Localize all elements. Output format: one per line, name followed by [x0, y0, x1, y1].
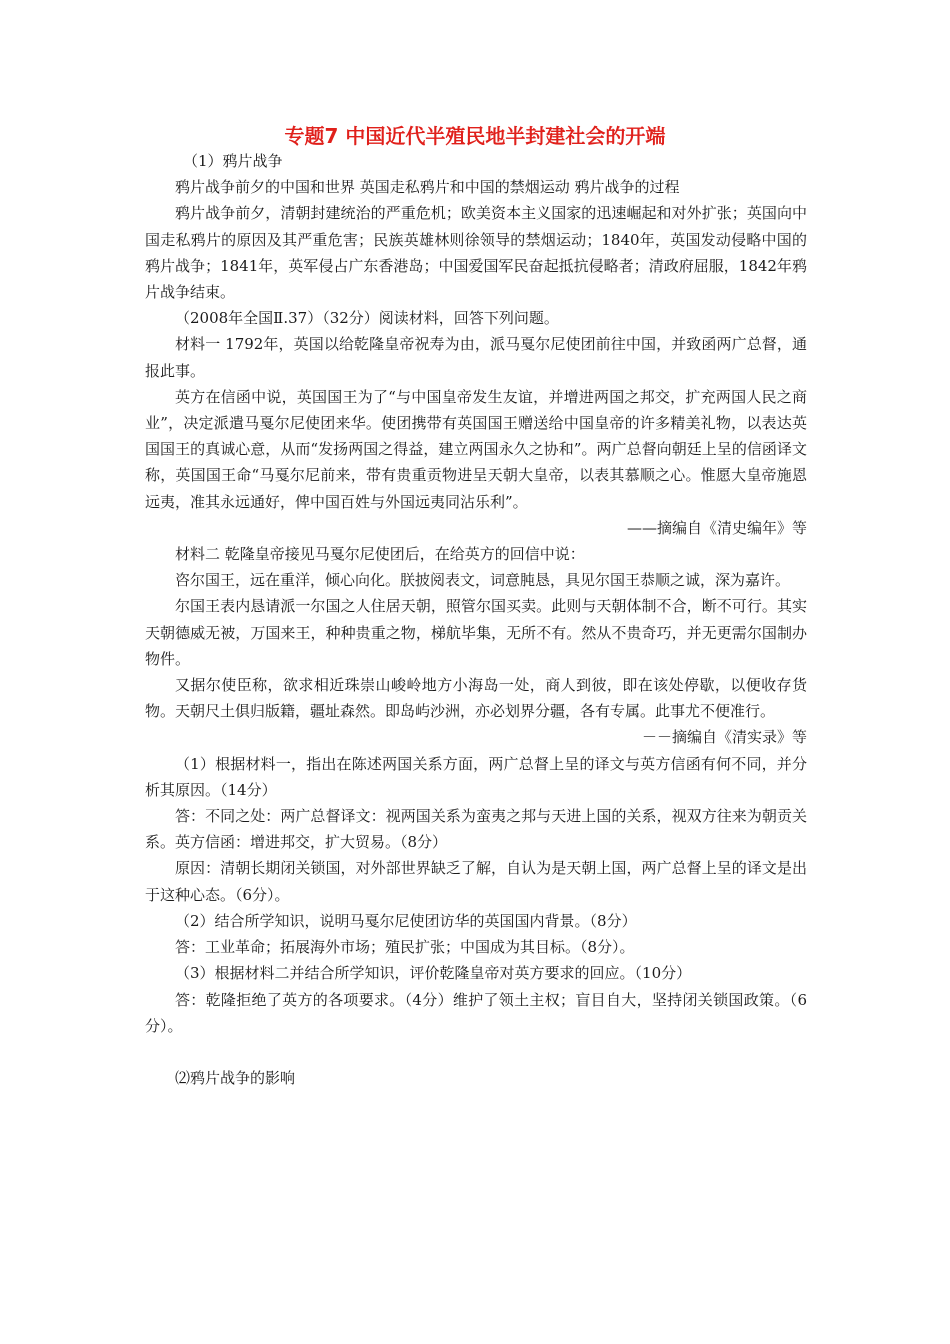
material-two-body: 又据尔使臣称，欲求相近珠崇山峻岭地方小海岛一处，商人到彼，即在该处停歇，以便收存货物。天朝尺土俱归版籍，疆址森然。即岛屿沙洲，亦必划界分疆，各有专属。此事尤不便准行。 [145, 676, 807, 721]
document-body [145, 148, 807, 1091]
material-one: 材料一 1792年，英国以给乾隆皇帝祝寿为由，派马戛尔尼使团前往中国，并致函两广总督，通报此事。 [145, 335, 807, 380]
answer-2: 答：工业革命；拓展海外市场；殖民扩张；中国成为其目标。（8分）。 [175, 938, 635, 957]
answer-3: 答：乾隆拒绝了英方的各项要求。（4分）维护了领土主权；盲目自大，坚持闭关锁国政策。（6分）。 [145, 990, 807, 1035]
section-heading: （1）鸦片战争 [183, 152, 283, 170]
source-citation: －－摘编自《清实录》等 [641, 728, 807, 747]
spacer [145, 1039, 807, 1065]
material-two-body: 尔国王表内恳请派一尔国之人住居天朝，照管尔国买卖。此则与天朝体制不合，断不可行。其实天朝德威无被，万国来王，种种贵重之物，梯航毕集，无所不有。然从不贵奇巧，并无更需尔国制办物件。 [145, 597, 807, 668]
material-two: 材料二 乾隆皇帝接见马戛尔尼使团后，在给英方的回信中说： [175, 545, 585, 564]
question-2: （2）结合所学知识，说明马戛尔尼使团访华的英国国内背景。（8分） [175, 911, 637, 930]
topic-line: 鸦片战争前夕的中国和世界 英国走私鸦片和中国的禁烟运动 鸦片战争的过程 [175, 178, 680, 197]
question-3: （3）根据材料二并结合所学知识，评价乾隆皇帝对英方要求的回应。（10分） [175, 964, 692, 983]
section-heading-2: ⑵鸦片战争的影响 [175, 1068, 296, 1087]
body-paragraph: 鸦片战争前夕，清朝封建统治的严重危机；欧美资本主义国家的迅速崛起和对外扩张；英国向中国走私鸦片的原因及其严重危害；民族英雄林则徐领导的禁烟运动；1840年，英国发动侵略中国的鸦片战争；1841年，英军侵占广东香港岛；中国爱国军民奋起抵抗侵略者；清政府屈服，1842年鸦片战争结束。 [145, 204, 807, 302]
material-one-body: 英方在信函中说，英国国王为了“与中国皇帝发生友谊，并增进两国之邦交，扩充两国人民之商业”，决定派遣马戛尔尼使团来华。使团携带有英国国王赠送给中国皇帝的许多精美礼物，以表达英国国王的真诚心意，从而“发扬两国之得益，建立两国永久之协和”。两广总督向朝廷上呈的信函译文称，英国国王命“马戛尔尼前来，带有贵重贡物进呈天朝大皇帝，以表其慕顺之心。惟愿大皇帝施恩远夷，准其永远通好，俾中国百姓与外国远夷同沾乐利”。 [145, 387, 807, 511]
answer-1-reason: 原因：清朝长期闭关锁国，对外部世界缺乏了解，自认为是天朝上国，两广总督上呈的译文是出于这种心态。（6分）。 [145, 859, 807, 904]
material-two-body: 咨尔国王，远在重洋，倾心向化。朕披阅表文，词意肫恳，具见尔国王恭顺之诚，深为嘉许。 [175, 571, 791, 590]
question-1: （1）根据材料一，指出在陈述两国关系方面，两广总督上呈的译文与英方信函有何不同，并分析其原因。（14分） [145, 754, 807, 799]
source-citation: ——摘编自《清史编年》等 [626, 518, 807, 537]
document-title: 专题7 中国近代半殖民地半封建社会的开端 [284, 124, 666, 148]
answer-1: 答：不同之处：两广总督译文：视两国关系为蛮夷之邦与天进上国的关系，视双方往来为朝贡关系。英方信函：增进邦交，扩大贸易。（8分） [145, 807, 807, 852]
question-intro: （2008年全国Ⅱ.37）（32分）阅读材料，回答下列问题。 [175, 309, 559, 328]
